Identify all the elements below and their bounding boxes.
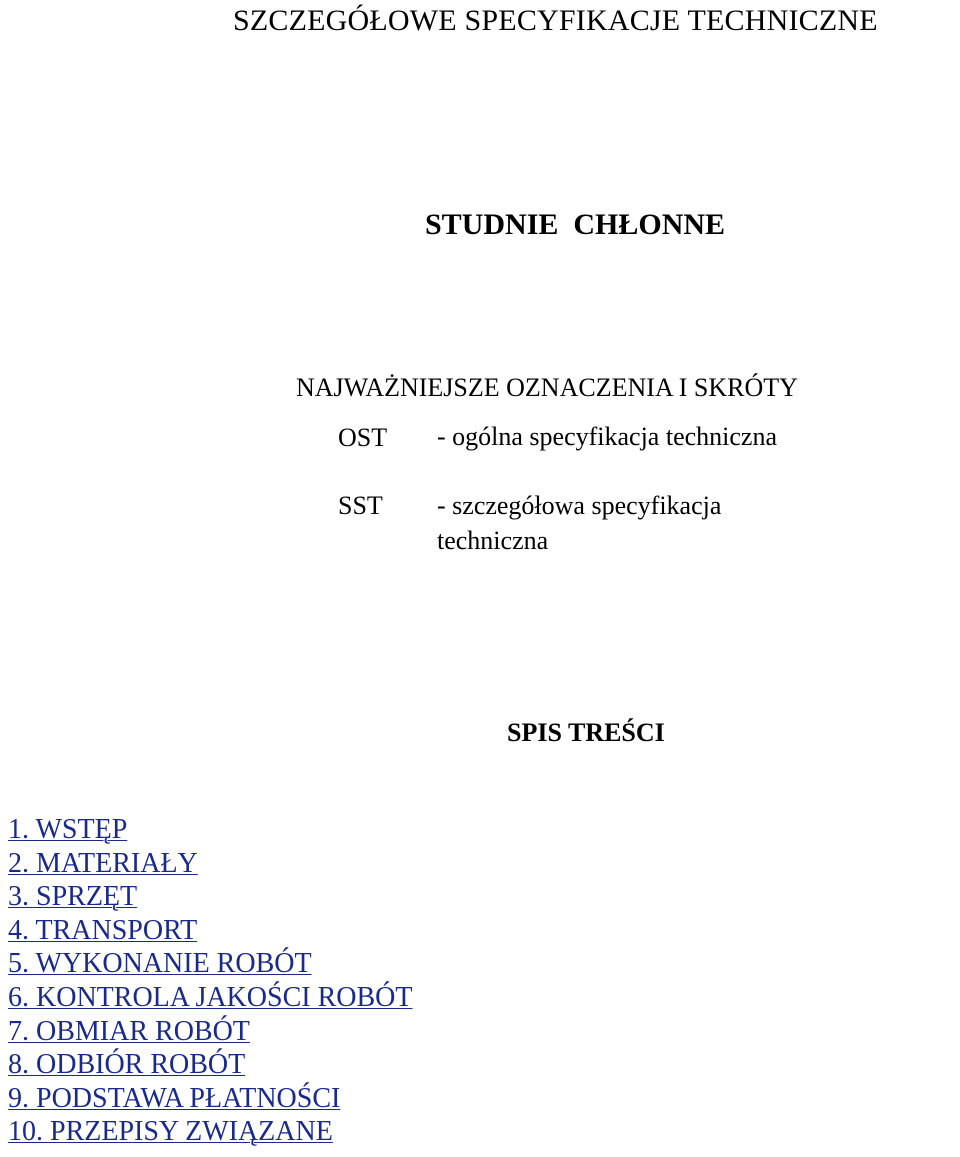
toc-item <box>8 914 412 948</box>
toc-item <box>8 947 412 981</box>
toc-item <box>8 1082 412 1116</box>
toc-link-transport[interactable]: 4. TRANSPORT <box>8 914 198 946</box>
toc-item <box>8 1015 412 1049</box>
toc-item <box>8 981 412 1015</box>
abbreviations-heading: NAJWAŻNIEJSZE OZNACZENIA I SKRÓTY <box>296 373 798 402</box>
toc-item <box>8 1115 412 1149</box>
toc-item <box>8 880 412 914</box>
toc-link-kontrola-jakosci[interactable]: 6. KONTROLA JAKOŚCI ROBÓT <box>8 981 413 1013</box>
document-header: SZCZEGÓŁOWE SPECYFIKACJE TECHNICZNE <box>233 4 878 37</box>
document-title: STUDNIE CHŁONNE <box>425 208 726 241</box>
toc-link-obmiar-robot[interactable]: 7. OBMIAR ROBÓT <box>8 1015 250 1047</box>
toc-link-przepisy-zwiazane[interactable]: 10. PRZEPISY ZWIĄZANE <box>8 1116 333 1148</box>
toc-heading: SPIS TREŚCI <box>507 718 665 747</box>
toc-item <box>8 1048 412 1082</box>
toc-link-wstep[interactable]: 1. WSTĘP <box>8 814 128 845</box>
toc-item <box>8 813 412 847</box>
toc-link-wykonanie-robot[interactable]: 5. WYKONANIE ROBÓT <box>8 948 312 980</box>
toc-link-sprzet[interactable]: 3. SPRZĘT <box>8 881 138 913</box>
abbreviation-description-ost: - ogólna specyfikacja techniczna <box>437 422 777 451</box>
toc-item <box>8 847 412 881</box>
toc-link-podstawa-platnosci[interactable]: 9. PODSTAWA PŁATNOŚCI <box>8 1082 341 1114</box>
abbreviation-code-ost: OST <box>338 423 388 452</box>
table-of-contents <box>8 813 412 1149</box>
toc-link-odbior-robot[interactable]: 8. ODBIÓR ROBÓT <box>8 1049 246 1081</box>
abbreviation-code-sst: SST <box>338 491 383 520</box>
abbreviation-description-sst: - szczegółowa specyfikacja techniczna <box>437 491 722 555</box>
toc-link-materialy[interactable]: 2. MATERIAŁY <box>8 847 198 879</box>
